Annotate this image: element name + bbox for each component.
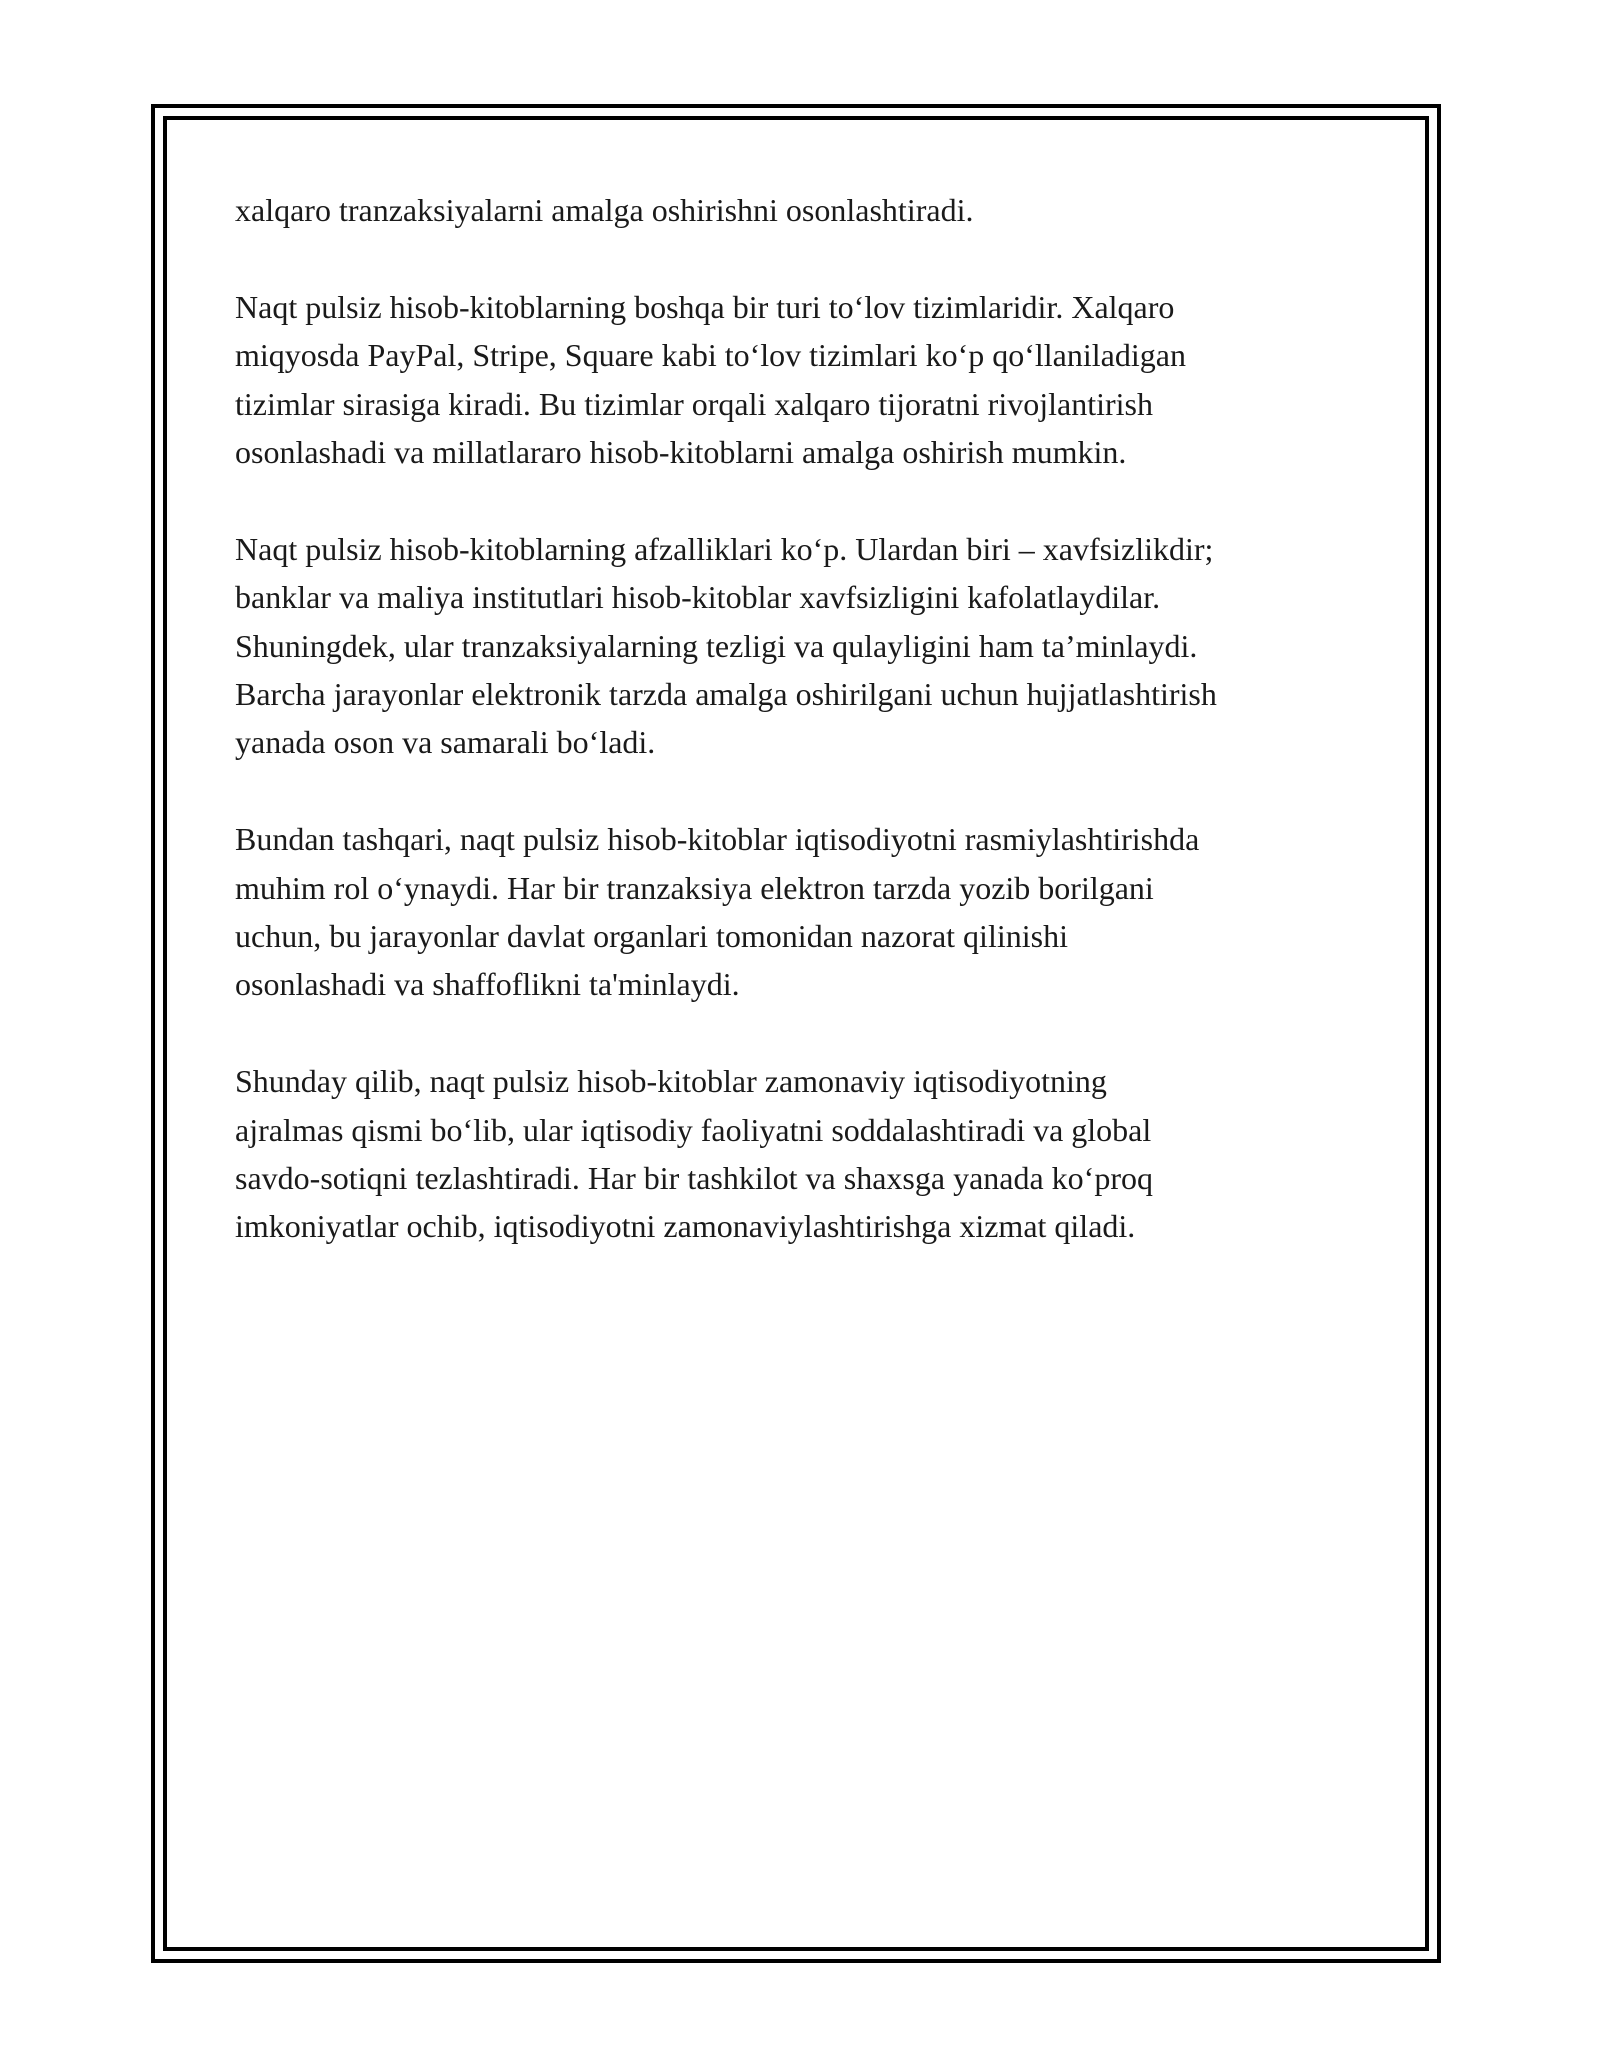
text-line: banklar va maliya institutlari hisob-kitoblar xavfsizligini kafolatlaydilar.: [235, 579, 1161, 616]
text-line: miqyosda PayPal, Stripe, Square kabi to‘lov tizimlari ko‘p qo‘llaniladigan: [235, 337, 1186, 374]
paragraph-2: [235, 283, 1380, 477]
text-line: yanada oson va samarali bo‘ladi.: [235, 724, 656, 761]
text-line: imkoniyatlar ochib, iqtisodiyotni zamonaviylashtirishga xizmat qiladi.: [235, 1208, 1136, 1245]
paragraph-5: [235, 1057, 1380, 1251]
text-line: Bundan tashqari, naqt pulsiz hisob-kitoblar iqtisodiyotni rasmiylashtirishda: [235, 821, 1200, 858]
text-line: Shunday qilib, naqt pulsiz hisob-kitoblar zamonaviy iqtisodiyotning: [235, 1063, 1107, 1100]
text-line: uchun, bu jarayonlar davlat organlari tomonidan nazorat qilinishi: [235, 918, 1068, 955]
text-line: Naqt pulsiz hisob-kitoblarning afzalliklari ko‘p. Ulardan biri – xavfsizlikdir;: [235, 530, 1214, 567]
paragraph-1: [235, 186, 1380, 234]
text-line: Shuningdek, ular tranzaksiyalarning tezligi va qulayligini ham ta’minlaydi.: [235, 627, 1198, 664]
text-line: xalqaro tranzaksiyalarni amalga oshirishni osonlashtiradi.: [235, 192, 974, 228]
text-line: savdo-sotiqni tezlashtiradi. Har bir tashkilot va shaxsga yanada ko‘proq: [235, 1160, 1153, 1197]
document-body: [235, 186, 1380, 1299]
text-line: Barcha jarayonlar elektronik tarzda amalga oshirilgani uchun hujjatlashtirish: [235, 676, 1217, 713]
text-line: muhim rol o‘ynaydi. Har bir tranzaksiya elektron tarzda yozib borilgani: [235, 869, 1154, 906]
text-line: ajralmas qismi bo‘lib, ular iqtisodiy faoliyatni soddalashtiradi va global: [235, 1111, 1152, 1148]
text-line: osonlashadi va shaffoflikni ta'minlaydi.: [235, 966, 740, 1003]
text-line: osonlashadi va millatlararo hisob-kitoblarni amalga oshirish mumkin.: [235, 434, 1127, 471]
paragraph-3: [235, 525, 1380, 767]
text-line: tizimlar sirasiga kiradi. Bu tizimlar orqali xalqaro tijoratni rivojlantirish: [235, 385, 1153, 422]
paragraph-4: [235, 815, 1380, 1009]
text-line: Naqt pulsiz hisob-kitoblarning boshqa bir turi to‘lov tizimlaridir. Xalqaro: [235, 288, 1175, 325]
